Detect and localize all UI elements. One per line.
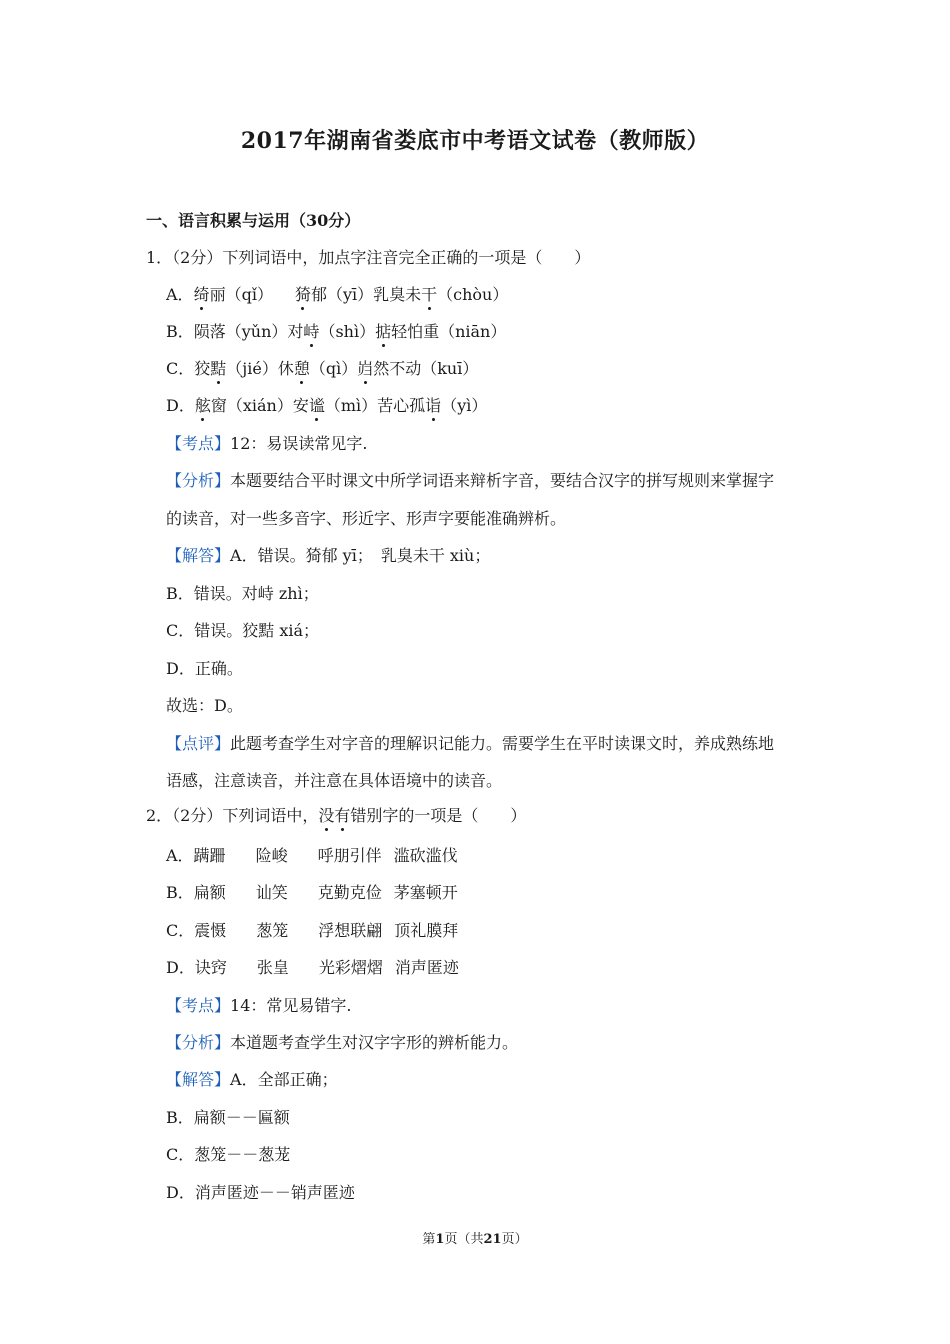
q2-kaodian: 【考点】14：常见易错字. [166, 996, 352, 1015]
q1-option-a: A．绮丽（qǐ） 猗郁（yī）乳臭未干（chòu） [166, 285, 509, 304]
question-2-stem: 2．（2分）下列词语中，没有错别字的一项是（ ） [146, 806, 527, 825]
q1-dianping: 【点评】此题考查学生对字音的理解识记能力。需要学生在平时读课文时，养成熟练地 [166, 734, 775, 753]
q2-jieda-b: B．扁额－－匾额 [166, 1108, 290, 1127]
q1-dianping-cont: 语感，注意读音，并注意在具体语境中的读音。 [166, 771, 503, 790]
q1-jieda: 【解答】A．错误。猗郁 yī； 乳臭未干 xiù； [166, 546, 491, 565]
q2-jieda: 【解答】A．全部正确； [166, 1070, 338, 1089]
q1-option-b: B．陨落（yǔn）对峙（shì）掂轻怕重（niān） [166, 322, 507, 341]
q1-option-c: C．狡黠（jié）休憩（qì）岿然不动（kuī） [166, 359, 479, 378]
q1-jieda-d: D．正确。 [166, 659, 243, 678]
section-heading: 一、语言积累与运用（30分） [146, 211, 361, 230]
q1-jieda-c: C．错误。狡黠 xiá； [166, 621, 320, 640]
q2-fenxi: 【分析】本道题考查学生对汉字字形的辨析能力。 [166, 1033, 519, 1052]
q2-option-c: C．震慑 葱笼 浮想联翩 顶礼膜拜 [166, 921, 459, 940]
q1-fenxi-cont: 的读音，对一些多音字、形近字、形声字要能准确辨析。 [166, 509, 567, 528]
page-title: 2017年湖南省娄底市中考语文试卷（教师版） [240, 128, 710, 154]
q1-jieda-b: B．错误。对峙 zhì； [166, 584, 319, 603]
q1-kaodian: 【考点】12：易误读常见字. [166, 434, 368, 453]
q1-choice: 故选：D。 [166, 696, 243, 715]
q2-jieda-d: D．消声匿迹－－销声匿迹 [166, 1183, 355, 1202]
q1-fenxi: 【分析】本题要结合平时课文中所学词语来辩析字音，要结合汉字的拼写规则来掌握字 [166, 471, 775, 490]
page-footer: 第1页（共21页） [422, 1232, 528, 1247]
q2-jieda-c: C．葱笼－－葱茏 [166, 1145, 291, 1164]
q1-option-d: D．舷窗（xián）安谧（mì）苦心孤诣（yì） [166, 396, 488, 415]
question-1-stem: 1．（2分）下列词语中，加点字注音完全正确的一项是（ ） [146, 248, 591, 267]
q2-option-d: D．诀窍 张皇 光彩熠熠 消声匿迹 [166, 958, 459, 977]
q2-option-a: A．蹒跚 险峻 呼朋引伴 滥砍滥伐 [166, 846, 458, 865]
q2-option-b: B．扁额 讪笑 克勤克俭 茅塞顿开 [166, 883, 458, 902]
